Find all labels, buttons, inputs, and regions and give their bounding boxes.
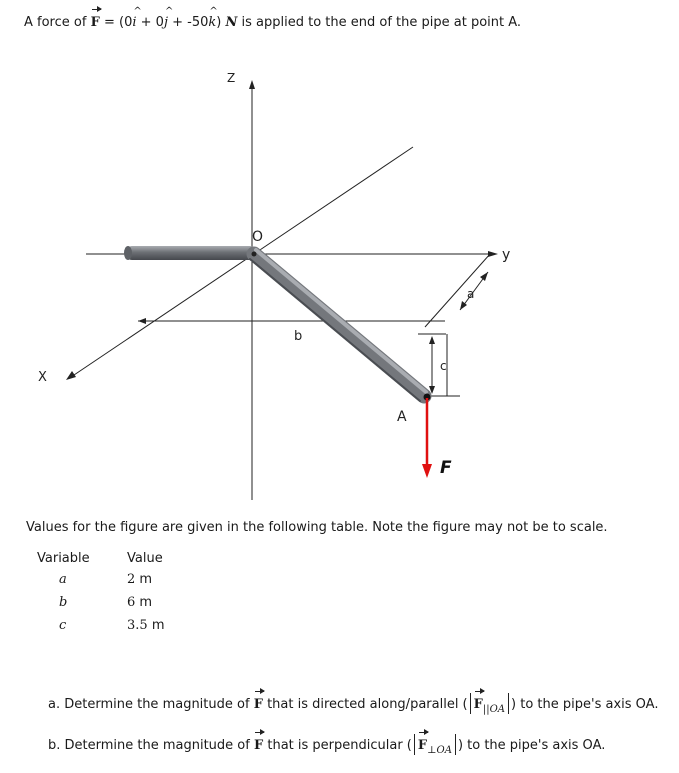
label-x: X: [38, 370, 47, 385]
table-row: [37, 568, 164, 591]
z-axis-arrow-icon: [249, 80, 255, 89]
question-b-force-symbol: F: [253, 738, 264, 753]
pipe-segment-oa-shadow: [250, 259, 420, 401]
pipe-segment-y: [126, 246, 256, 260]
unit-newton: N: [225, 15, 238, 30]
question-a: [48, 693, 658, 714]
label-b: b: [294, 329, 303, 344]
label-y: y: [502, 247, 511, 263]
ref-line-a-start: [425, 254, 490, 327]
vector-plus-two: + -50: [172, 15, 209, 30]
row-variable: c: [59, 618, 67, 633]
pipe-end-cap: [124, 246, 132, 260]
table-intro: Values for the figure are given in the following table. Note the figure may not be to scale.: [26, 520, 608, 535]
dim-c-arrow-top-icon: [429, 336, 435, 344]
question-a-prefix: a. Determine the magnitude of: [48, 697, 250, 712]
table-header-row: [37, 548, 164, 568]
k-unit-vector: ^ k: [208, 15, 216, 30]
label-c: c: [440, 359, 447, 373]
row-value: 2 m: [127, 572, 153, 587]
dim-a-arrow-top-icon: [480, 272, 488, 281]
intro-prefix: A force of: [24, 15, 87, 30]
equals-sign: =: [103, 15, 115, 30]
row-value: 3.5 m: [127, 618, 165, 633]
label-z: Z: [227, 71, 236, 85]
values-table: [37, 548, 164, 637]
i-unit-vector: ^ i: [132, 15, 136, 30]
vector-close: ): [216, 15, 222, 30]
row-variable: b: [59, 595, 68, 610]
pipe-segment-oa: [254, 254, 424, 396]
question-a-force-symbol: F: [253, 697, 263, 712]
question-a-middle: that is directed along/parallel (: [267, 697, 468, 712]
label-a: a: [467, 287, 475, 301]
label-origin: O: [252, 229, 264, 245]
header-value: Value: [127, 550, 163, 566]
origin-marker: [252, 252, 257, 257]
label-point-A: A: [397, 409, 407, 425]
force-vector-symbol: F: [90, 15, 100, 30]
question-b-prefix: b. Determine the magnitude of: [48, 738, 250, 753]
question-b-middle: that is perpendicular (: [267, 738, 412, 753]
question-b: [48, 734, 605, 755]
table-row: [37, 614, 164, 637]
table-row: [37, 591, 164, 614]
perpendicular-component-magnitude: $F_{\perp OA}$: [414, 734, 456, 755]
intro-suffix: is applied to the end of the pipe at point A.: [241, 15, 522, 30]
parallel-component-magnitude: $F_{||OA}$: [470, 693, 509, 714]
row-value: 6 m: [127, 595, 153, 610]
dim-b-arrow-left-icon: [138, 318, 146, 324]
force-arrowhead-icon: [422, 464, 432, 478]
question-a-suffix: ) to the pipe's axis OA.: [511, 697, 659, 712]
header-variable: Variable: [37, 550, 90, 566]
x-axis-arrow-icon: [66, 371, 76, 380]
label-force-F: F: [440, 458, 452, 478]
vector-open: (0: [119, 15, 133, 30]
question-b-suffix: ) to the pipe's axis OA.: [457, 738, 606, 753]
j-unit-vector: ^ j: [164, 15, 168, 30]
vector-plus-one: + 0: [140, 15, 164, 30]
row-variable: a: [59, 572, 67, 587]
